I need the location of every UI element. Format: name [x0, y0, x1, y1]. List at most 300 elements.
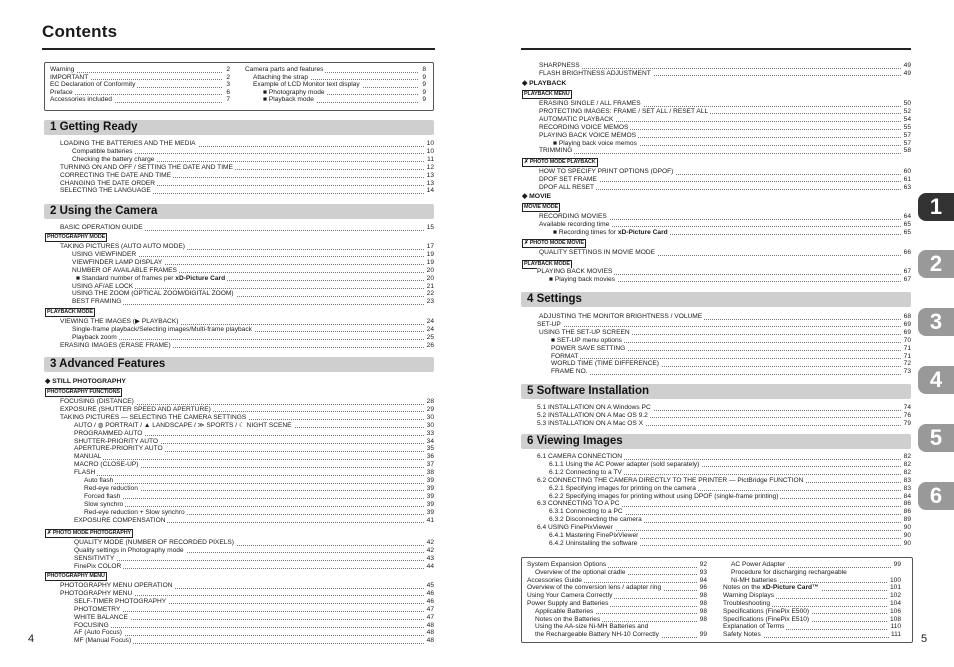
- toc-entry-label: Warning Displays: [723, 592, 775, 600]
- leader-dots: [84, 506, 426, 507]
- toc-entry-page: 17: [426, 243, 434, 250]
- mode-tag: PHOTOGRAPHY MENU: [47, 573, 105, 579]
- toc-entry-page: 106: [889, 607, 901, 615]
- toc-entry[interactable]: [553, 229, 911, 237]
- toc-entry[interactable]: [535, 623, 707, 631]
- toc-entry[interactable]: [74, 517, 434, 525]
- toc-entry-label: System Expansion Options: [527, 561, 607, 568]
- toc-entry-page: 111: [890, 631, 901, 639]
- toc-entry-page: 90: [903, 524, 911, 532]
- toc-entry-page: 98: [699, 615, 707, 623]
- toc-entry[interactable]: [537, 500, 911, 508]
- toc-entry[interactable]: [60, 398, 434, 406]
- toc-entry-label: PLAYING BACK VOICE MEMOS: [539, 131, 636, 139]
- toc-entry-label: Preface: [50, 88, 73, 96]
- toc-entry-page: 69: [903, 328, 911, 336]
- toc-entry[interactable]: [527, 600, 707, 608]
- toc-entry[interactable]: [72, 326, 434, 334]
- leader-dots: [72, 339, 426, 340]
- toc-entry[interactable]: [72, 283, 434, 291]
- toc-entry-page: 43: [426, 554, 434, 562]
- toc-entry[interactable]: [74, 614, 434, 622]
- toc-entry-page: 102: [889, 592, 901, 600]
- toc-entry[interactable]: [60, 342, 434, 350]
- toc-entry-label: PHOTOGRAPHY MENU: [60, 589, 133, 597]
- toc-entry[interactable]: [537, 477, 911, 485]
- toc-entry-page: 6: [226, 88, 230, 96]
- toc-entry-label: MANUAL: [74, 453, 102, 461]
- toc-entry-label: Applicable Batteries: [535, 607, 594, 615]
- section-1-heading: 1 Getting Ready: [44, 120, 434, 135]
- toc-entry-page: 67: [903, 268, 911, 275]
- toc-entry-page: 10: [426, 140, 434, 147]
- toc-entry-page: 48: [426, 621, 434, 629]
- toc-entry[interactable]: [537, 453, 911, 461]
- toc-entry[interactable]: [84, 501, 434, 509]
- leader-dots: [72, 304, 426, 305]
- toc-entry-page: 61: [903, 175, 911, 183]
- toc-entry[interactable]: [535, 569, 707, 577]
- toc-entry[interactable]: [84, 485, 434, 493]
- toc-entry[interactable]: [74, 547, 434, 555]
- toc-entry-page: 19: [426, 258, 434, 266]
- toc-entry[interactable]: [535, 631, 707, 639]
- toc-entry[interactable]: [551, 345, 911, 353]
- toc-entry[interactable]: [723, 584, 901, 592]
- toc-entry-label: AC Power Adapter: [731, 561, 786, 568]
- toc-entry-page: 82: [903, 468, 911, 476]
- toc-entry[interactable]: [549, 461, 911, 469]
- toc-entry[interactable]: [60, 243, 434, 251]
- toc-entry[interactable]: [551, 353, 911, 361]
- mode-tag: PLAYBACK MENU: [524, 91, 570, 97]
- toc-entry-page: 70: [903, 336, 911, 344]
- toc-entry-label: AF (Auto Focus): [74, 629, 123, 637]
- toc-entry[interactable]: [539, 62, 911, 70]
- toc-entry[interactable]: [539, 249, 911, 257]
- toc-entry[interactable]: [60, 187, 434, 195]
- toc-entry-page: 2: [226, 73, 230, 81]
- leader-dots: [74, 560, 426, 561]
- leader-dots: [50, 94, 222, 95]
- toc-entry[interactable]: [539, 100, 911, 108]
- toc-entry[interactable]: [74, 622, 434, 630]
- toc-entry-label: SET-UP: [537, 320, 561, 328]
- toc-entry-label: 5.3 INSTALLATION ON A Mac OS X: [537, 419, 644, 427]
- toc-entry-label: AUTOMATIC PLAYBACK: [539, 115, 614, 123]
- toc-entry-page: 84: [903, 492, 911, 500]
- leader-dots: [74, 459, 426, 460]
- toc-entry[interactable]: [74, 563, 434, 571]
- toc-entry-label: Warning: [50, 66, 75, 73]
- toc-entry-label: SHARPNESS: [539, 62, 580, 69]
- leader-dots: [74, 611, 426, 612]
- toc-entry-label: POWER SAVE SETTING: [551, 344, 626, 352]
- toc-entry-page: 9: [422, 96, 426, 104]
- mode-tag: MOVIE MODE: [524, 204, 559, 210]
- toc-entry[interactable]: [263, 96, 426, 104]
- toc-entry[interactable]: [539, 124, 911, 132]
- toc-entry[interactable]: [60, 164, 434, 172]
- toc-entry-page: 90: [903, 539, 911, 547]
- toc-entry-page: 47: [426, 613, 434, 621]
- toc-entry[interactable]: [72, 298, 434, 306]
- toc-entry-page: 94: [699, 576, 707, 584]
- toc-entry-label: Camera parts and features: [245, 66, 324, 73]
- toc-entry-label: 6.2.2 Specifying images for printing without using DPOF (single-frame printing): [549, 492, 779, 500]
- toc-entry-label: Specifications (FinePix E510): [723, 615, 810, 623]
- mode-tag: PHOTOGRAPHY MODE: [47, 234, 106, 240]
- toc-entry-label: PROGRAMMED AUTO: [74, 429, 143, 437]
- toc-entry-page: 71: [903, 352, 911, 360]
- toc-entry[interactable]: [723, 631, 901, 639]
- toc-entry[interactable]: [60, 318, 434, 326]
- toc-entry-label: PHOTOGRAPHY MENU OPERATION: [60, 582, 173, 589]
- toc-entry-label: QUALITY SETTINGS IN MOVIE MODE: [539, 249, 656, 256]
- toc-entry-label: CORRECTING THE DATE AND TIME: [60, 171, 172, 179]
- toc-entry-label: ■ Playback mode: [263, 96, 314, 104]
- toc-entry[interactable]: [60, 140, 434, 148]
- chapter-tab-1[interactable]: 1: [918, 193, 954, 221]
- toc-entry-page: 39: [426, 484, 434, 492]
- toc-entry-label: SELF-TIMER PHOTOGRAPHY: [74, 597, 167, 605]
- page-number-left: 4: [28, 633, 35, 645]
- toc-entry[interactable]: [539, 176, 911, 184]
- toc-entry-label: TAKING PICTURES — SELECTING THE CAMERA SETTINGS: [60, 413, 247, 421]
- toc-entry-label: FOCUSING (DISTANCE): [60, 398, 134, 405]
- toc-entry-label: RECORDING VOICE MEMOS: [539, 123, 629, 131]
- toc-entry-page: 101: [889, 584, 901, 592]
- toc-entry-label: ■ Playing back movies: [549, 275, 615, 283]
- toc-entry-label: Accessories Guide: [527, 576, 582, 584]
- toc-entry-label: ■ Standard number of frames per xD-Picture Card: [76, 274, 226, 282]
- toc-entry-label: 6.2 CONNECTING THE CAMERA DIRECTLY TO THE PRINTER — PictBridge FUNCTION: [537, 476, 804, 484]
- toc-entry-label: USING VIEWFINDER: [72, 250, 137, 258]
- toc-entry[interactable]: [539, 147, 911, 155]
- toc-entry-page: 79: [903, 419, 911, 427]
- toc-entry[interactable]: [535, 616, 707, 624]
- toc-entry-label: ■ Photography mode: [263, 88, 325, 96]
- toc-entry[interactable]: [74, 438, 434, 446]
- toc-entry[interactable]: [549, 485, 911, 493]
- toc-entry-label: DPOF SET FRAME: [539, 175, 597, 183]
- toc-entry-page: 96: [699, 584, 707, 592]
- toc-entry[interactable]: [74, 539, 434, 547]
- toc-entry[interactable]: [60, 180, 434, 188]
- toc-entry[interactable]: [60, 224, 434, 232]
- subsection-heading: ◆ STILL PHOTOGRAPHY: [45, 378, 126, 385]
- title-rule: [42, 48, 435, 50]
- toc-entry[interactable]: [76, 275, 434, 283]
- toc-entry-page: 98: [699, 592, 707, 600]
- toc-entry[interactable]: [527, 592, 707, 600]
- toc-entry[interactable]: [72, 334, 434, 342]
- toc-entry-page: 48: [426, 629, 434, 637]
- toc-entry-label: 6.1.2 Connecting to a TV: [549, 468, 622, 476]
- right-page: [477, 0, 954, 667]
- toc-entry[interactable]: [539, 184, 911, 192]
- toc-entry-page: 45: [426, 582, 434, 589]
- chapter-tab-5[interactable]: 5: [918, 424, 954, 452]
- toc-entry[interactable]: [537, 420, 911, 428]
- toc-entry[interactable]: [539, 132, 911, 140]
- toc-entry[interactable]: [537, 404, 911, 412]
- toc-entry-label: 6.4.1 Mastering FinePixViewer: [549, 532, 639, 539]
- toc-entry-page: 28: [426, 398, 434, 405]
- toc-entry[interactable]: [551, 360, 911, 368]
- toc-entry-page: 83: [903, 484, 911, 492]
- toc-entry[interactable]: [549, 516, 911, 524]
- toc-entry-page: 69: [903, 320, 911, 328]
- toc-entry-label: 5.2 INSTALLATION ON A Mac OS 9.2: [537, 411, 648, 419]
- toc-entry[interactable]: [527, 561, 707, 569]
- toc-entry-label: QUALITY MODE (NUMBER OF RECORDED PIXELS): [74, 539, 234, 546]
- toc-entry[interactable]: [723, 616, 901, 624]
- toc-entry-label: DPOF ALL RESET: [539, 183, 595, 191]
- toc-entry[interactable]: [731, 577, 901, 585]
- toc-entry-label: 6.3.1 Connecting to a PC: [549, 508, 623, 516]
- mode-tag: ✗ PHOTO MODE PLAYBACK: [524, 159, 596, 165]
- toc-entry[interactable]: [549, 276, 911, 284]
- toc-entry-page: 82: [903, 460, 911, 468]
- toc-entry[interactable]: [731, 569, 901, 577]
- toc-entry[interactable]: [74, 629, 434, 637]
- toc-entry-label: Notes on the Batteries: [535, 615, 601, 623]
- toc-entry-page: 21: [426, 282, 434, 290]
- toc-entry[interactable]: [537, 268, 911, 276]
- toc-entry-label: FinePix COLOR: [74, 562, 122, 570]
- toc-entry[interactable]: [72, 156, 434, 164]
- toc-entry-label: CHANGING THE DATE ORDER: [60, 179, 156, 187]
- section-5-heading: 5 Software Installation: [521, 384, 911, 399]
- toc-entry-page: 58: [903, 147, 911, 155]
- toc-entry[interactable]: [549, 540, 911, 548]
- toc-entry-page: 35: [426, 445, 434, 453]
- toc-entry-page: 64: [903, 213, 911, 220]
- toc-entry-page: 33: [426, 429, 434, 437]
- toc-entry[interactable]: [72, 259, 434, 267]
- toc-entry[interactable]: [50, 96, 230, 104]
- toc-entry-label: ADJUSTING THE MONITOR BRIGHTNESS / VOLUME: [539, 313, 703, 320]
- toc-entry-page: 99: [893, 561, 901, 568]
- toc-entry-page: 46: [426, 589, 434, 597]
- toc-entry[interactable]: [723, 608, 901, 616]
- toc-entry-label: PLAYING BACK MOVIES: [537, 268, 613, 275]
- toc-entry-page: 9: [422, 88, 426, 96]
- toc-entry-label: SELECTING THE LANGUAGE: [60, 187, 151, 195]
- toc-entry-label: Playback zoom: [72, 333, 117, 341]
- leader-dots: [74, 635, 426, 636]
- toc-entry-label: 6.1.1 Using the AC Power adapter (sold separately): [549, 460, 700, 468]
- toc-entry-label: HOW TO SPECIFY PRINT OPTIONS (DPOF): [539, 168, 674, 175]
- toc-entry[interactable]: [549, 469, 911, 477]
- toc-entry-page: 30: [426, 413, 434, 421]
- toc-entry-page: 66: [903, 249, 911, 256]
- toc-entry-page: 38: [426, 469, 434, 477]
- chapter-tab-2[interactable]: 2: [918, 250, 954, 278]
- toc-entry[interactable]: [539, 313, 911, 321]
- toc-entry[interactable]: [537, 524, 911, 532]
- toc-entry[interactable]: [74, 555, 434, 563]
- toc-entry-page: 13: [426, 179, 434, 187]
- toc-entry-label: NUMBER OF AVAILABLE FRAMES: [72, 266, 177, 274]
- toc-entry[interactable]: [527, 577, 707, 585]
- toc-entry[interactable]: [535, 608, 707, 616]
- toc-entry[interactable]: [527, 584, 707, 592]
- toc-entry-page: 71: [903, 344, 911, 352]
- toc-entry[interactable]: [539, 70, 911, 78]
- toc-entry[interactable]: [72, 290, 434, 298]
- toc-entry[interactable]: [731, 561, 901, 569]
- toc-entry[interactable]: [84, 493, 434, 501]
- toc-entry[interactable]: [553, 140, 911, 148]
- toc-entry-page: 68: [903, 313, 911, 320]
- toc-entry[interactable]: [549, 493, 911, 501]
- toc-entry-page: 39: [426, 508, 434, 516]
- toc-entry-label: 6.3.2 Disconnecting the camera: [549, 516, 642, 524]
- chapter-tab-6[interactable]: 6: [918, 482, 954, 510]
- toc-entry[interactable]: [549, 532, 911, 540]
- toc-entry-page: 89: [903, 516, 911, 524]
- section-6-heading: 6 Viewing Images: [521, 434, 911, 449]
- toc-entry[interactable]: [74, 469, 434, 477]
- toc-entry-page: 47: [426, 605, 434, 613]
- leader-dots: [84, 498, 426, 499]
- toc-entry-page: 50: [903, 100, 911, 107]
- toc-entry-page: 39: [426, 500, 434, 508]
- toc-entry-page: 15: [426, 224, 434, 231]
- toc-entry[interactable]: [539, 221, 911, 229]
- toc-entry-page: 82: [903, 453, 911, 460]
- toc-entry[interactable]: [537, 321, 911, 329]
- toc-entry-page: 24: [426, 318, 434, 325]
- toc-entry-label: ERASING IMAGES (ERASE FRAME): [60, 341, 171, 349]
- toc-entry[interactable]: [539, 168, 911, 176]
- toc-entry-label: EXPOSURE (SHUTTER SPEED AND APERTURE): [60, 405, 211, 413]
- toc-entry-label: ■ Recording times for xD-Picture Card: [553, 228, 668, 236]
- toc-entry[interactable]: [72, 148, 434, 156]
- toc-entry-page: 76: [903, 411, 911, 419]
- toc-entry[interactable]: [60, 406, 434, 414]
- chapter-tab-3[interactable]: 3: [918, 308, 954, 336]
- toc-entry[interactable]: [551, 337, 911, 345]
- toc-entry-page: 86: [903, 500, 911, 508]
- toc-entry-label: TAKING PICTURES (AUTO AUTO MODE): [60, 243, 185, 250]
- toc-entry-label: FOCUSING: [74, 621, 109, 629]
- toc-entry-label: Overview of the optional cradle: [535, 568, 626, 576]
- toc-entry-page: 8: [422, 66, 426, 73]
- toc-entry-page: 10: [426, 147, 434, 155]
- mode-tag: ✗ PHOTO MODE MOVIE: [524, 240, 584, 246]
- toc-entry[interactable]: [539, 108, 911, 116]
- toc-entry[interactable]: [60, 172, 434, 180]
- toc-entry[interactable]: [74, 637, 434, 645]
- toc-entry-label: ■ SET-UP menu options: [551, 336, 622, 344]
- leader-dots: [537, 326, 903, 327]
- toc-entry[interactable]: [551, 368, 911, 376]
- toc-entry[interactable]: [74, 422, 434, 430]
- toc-entry-label: Slow synchro: [84, 500, 124, 508]
- leader-dots: [551, 374, 903, 375]
- toc-entry-page: 74: [903, 404, 911, 411]
- toc-entry-page: 110: [890, 623, 901, 631]
- toc-entry-page: 99: [699, 631, 707, 639]
- toc-entry[interactable]: [723, 623, 901, 631]
- section-4-heading: 4 Settings: [521, 292, 911, 307]
- toc-entry[interactable]: [60, 414, 434, 422]
- toc-entry-page: 25: [426, 333, 434, 341]
- toc-entry-label: BEST FRAMING: [72, 298, 122, 306]
- toc-entry-page: 63: [903, 183, 911, 191]
- toc-entry-label: 6.4.2 Uninstalling the software: [549, 539, 638, 547]
- mode-tag: PHOTOGRAPHY FUNCTIONS: [47, 389, 120, 395]
- toc-entry-label: WHITE BALANCE: [74, 613, 128, 621]
- toc-entry[interactable]: [74, 430, 434, 438]
- toc-entry[interactable]: [74, 453, 434, 461]
- toc-entry-page: 44: [426, 562, 434, 570]
- toc-entry-label: Safety Notes: [723, 631, 761, 639]
- subsection-heading: ◆ MOVIE: [522, 193, 552, 200]
- toc-entry[interactable]: [723, 600, 901, 608]
- toc-entry-page: 108: [889, 615, 901, 623]
- toc-entry[interactable]: [539, 116, 911, 124]
- toc-entry[interactable]: [74, 445, 434, 453]
- toc-entry-label: Forced flash: [84, 492, 121, 500]
- toc-entry[interactable]: [539, 329, 911, 337]
- toc-entry-label: Available recording time: [539, 220, 610, 228]
- toc-entry-page: 9: [422, 73, 426, 81]
- toc-entry[interactable]: [74, 461, 434, 469]
- chapter-tab-4[interactable]: 4: [918, 366, 954, 394]
- toc-entry-label: Troubleshooting: [723, 600, 771, 607]
- toc-entry[interactable]: [549, 508, 911, 516]
- toc-entry-label: USING THE SET-UP SCREEN: [539, 328, 630, 336]
- page-number-right: 5: [921, 633, 928, 645]
- toc-entry-label: FORMAT: [551, 352, 579, 360]
- section-2-heading: 2 Using the Camera: [44, 204, 434, 219]
- toc-entry[interactable]: [60, 590, 434, 598]
- toc-entry-page: 20: [426, 274, 434, 282]
- leader-dots: [551, 358, 903, 359]
- toc-entry[interactable]: [539, 213, 911, 221]
- toc-entry[interactable]: [84, 509, 434, 517]
- toc-entry[interactable]: [72, 267, 434, 275]
- toc-entry-label: 5.1 INSTALLATION ON A Windows PC: [537, 404, 651, 411]
- toc-entry-label: Red-eye reduction + Slow synchro: [84, 508, 185, 516]
- toc-entry-label: USING THE ZOOM (OPTICAL ZOOM/DIGITAL ZOOM): [72, 290, 234, 298]
- title-rule-right: [521, 48, 911, 50]
- toc-entry-page: 12: [426, 163, 434, 171]
- toc-entry-label: VIEWFINDER LAMP DISPLAY: [72, 258, 163, 266]
- toc-entry[interactable]: [74, 598, 434, 606]
- toc-entry-label: EC Declaration of Conformity: [50, 81, 136, 89]
- toc-entry[interactable]: [84, 477, 434, 485]
- toc-entry-page: 104: [889, 600, 901, 607]
- toc-entry-label: PHOTOMETRY: [74, 605, 121, 613]
- toc-entry[interactable]: [537, 412, 911, 420]
- toc-entry-label: Auto flash: [84, 477, 114, 484]
- toc-entry[interactable]: [723, 592, 901, 600]
- toc-entry-page: 65: [903, 220, 911, 228]
- mode-tag: ✗ PHOTO MODE PHOTOGRAPHY: [47, 530, 131, 536]
- toc-entry-page: 19: [426, 250, 434, 258]
- toc-entry[interactable]: [74, 606, 434, 614]
- toc-entry-label: SENSITIVITY: [74, 554, 115, 562]
- toc-entry[interactable]: [72, 251, 434, 259]
- toc-entry-label: Ni-MH batteries: [731, 576, 777, 584]
- subsection-heading: ◆ PLAYBACK: [522, 80, 567, 87]
- toc-entry[interactable]: [60, 582, 434, 590]
